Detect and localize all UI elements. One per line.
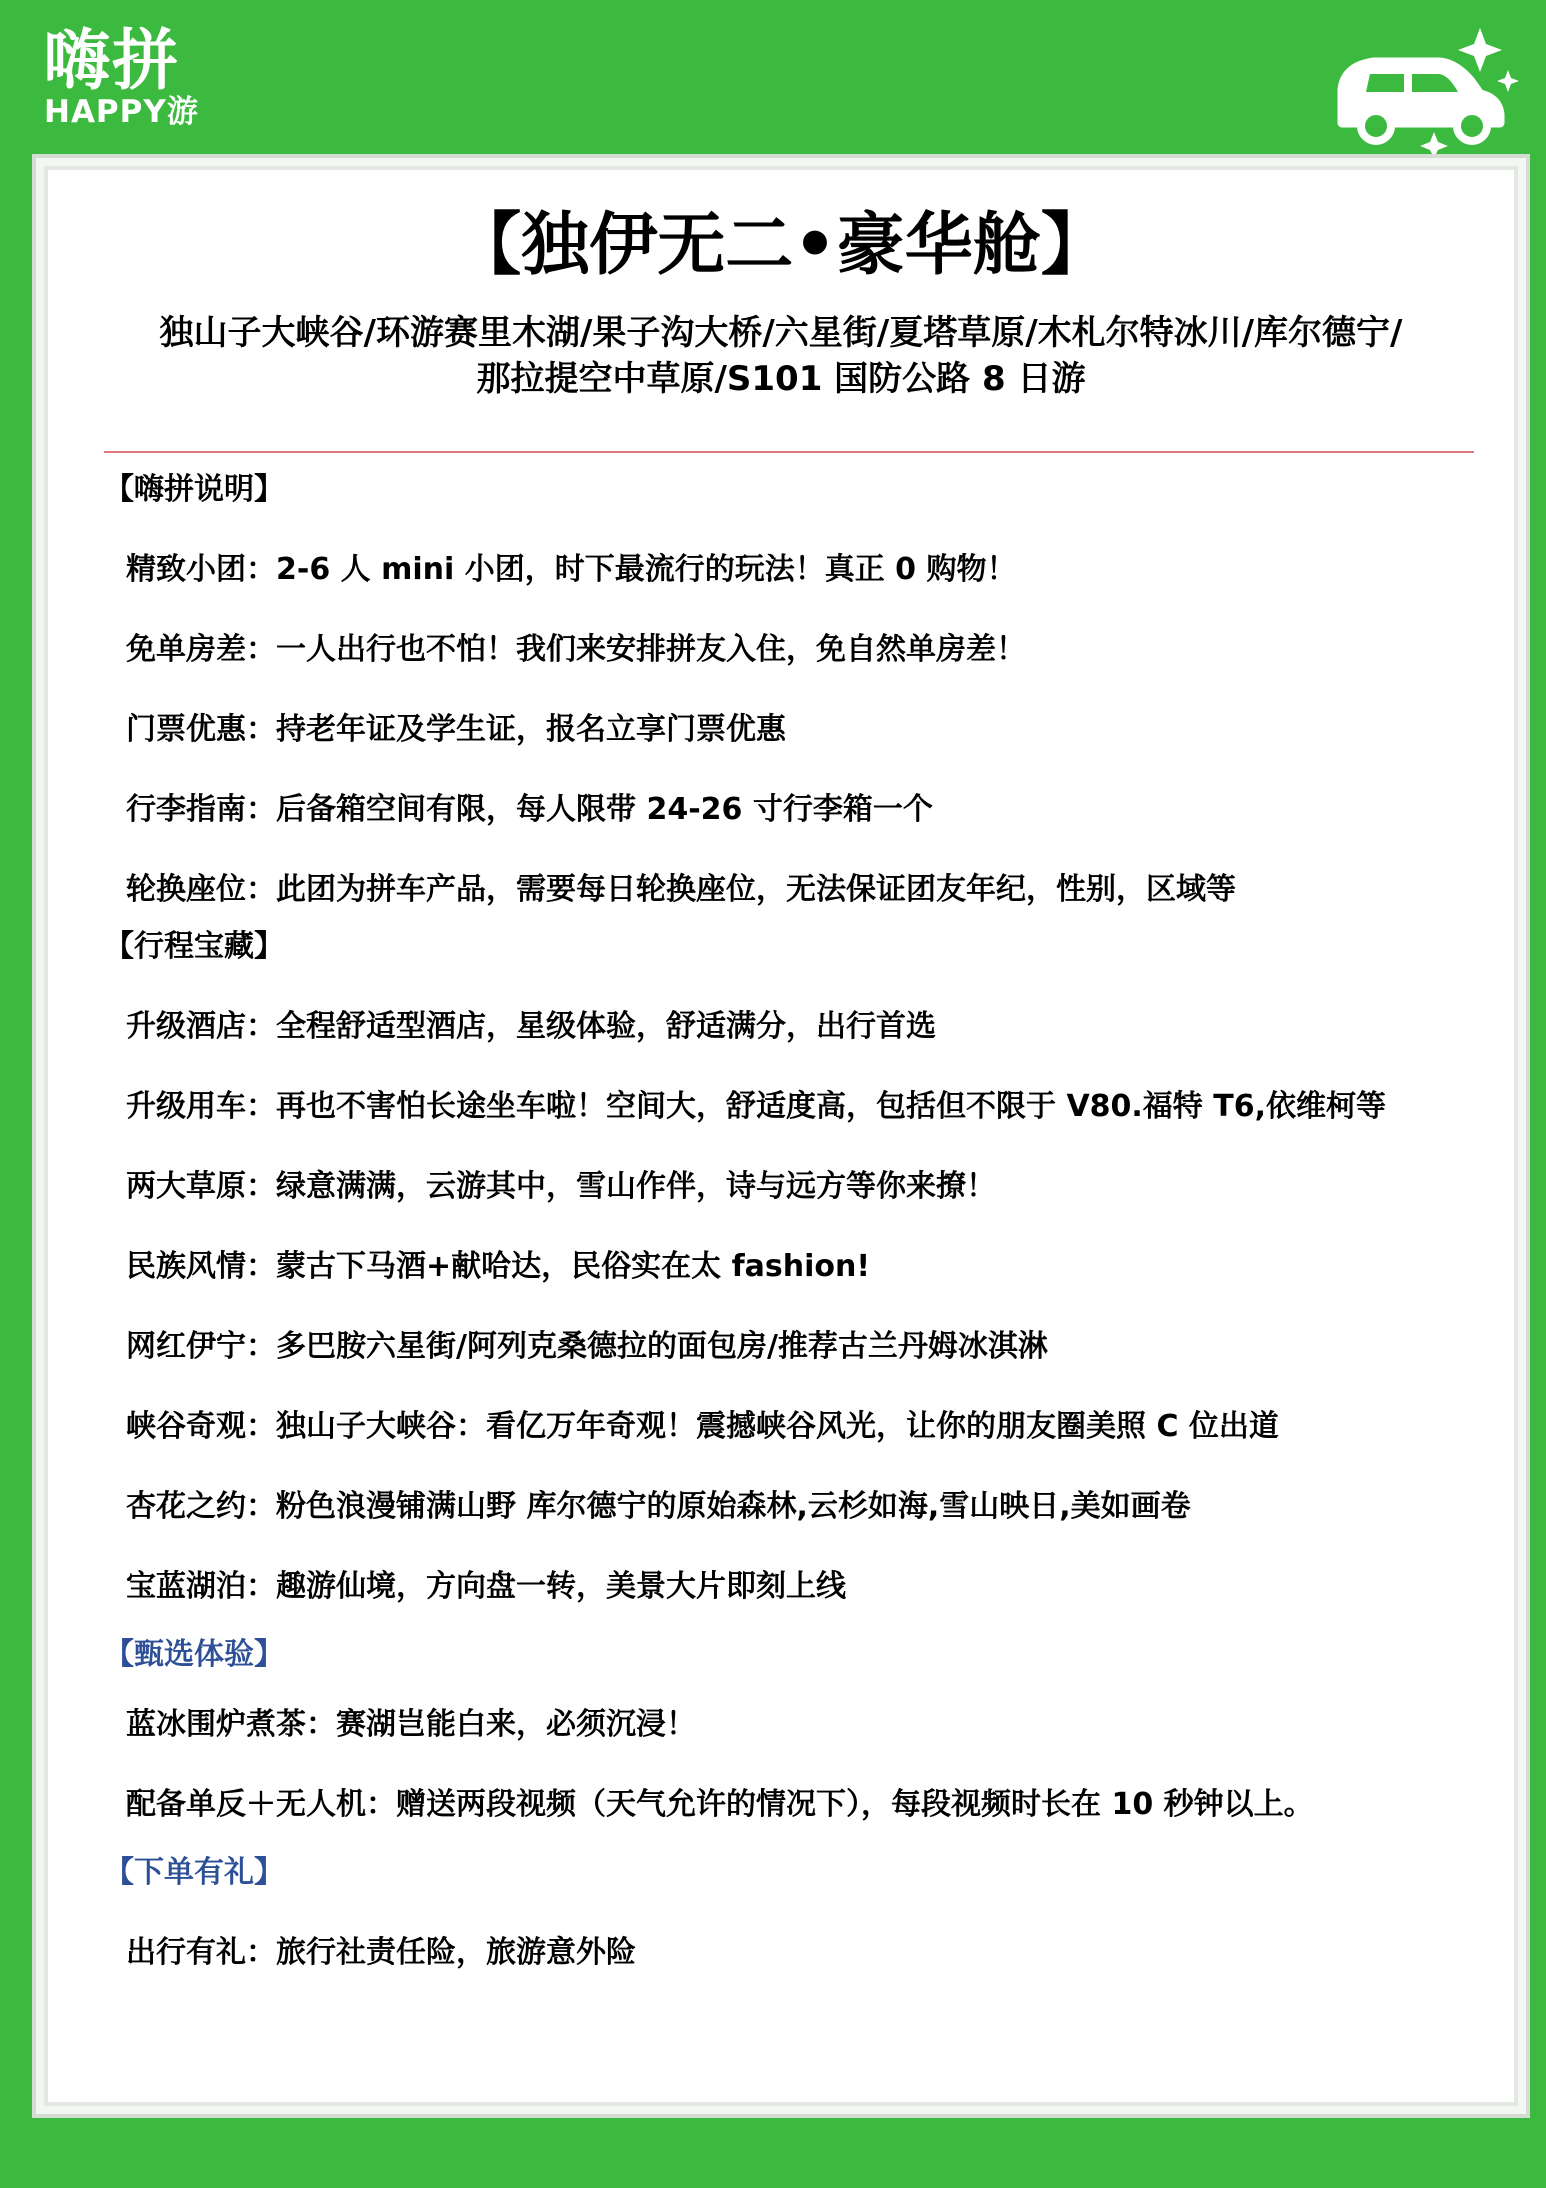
list-item: 蓝冰围炉煮茶：赛湖岂能白来，必须沉浸！: [126, 1707, 696, 1742]
list-item: 民族风情：蒙古下马酒+献哈达，民俗实在太 fashion!: [126, 1249, 871, 1284]
list-item: 宝蓝湖泊：趣游仙境，方向盘一转，美景大片即刻上线: [126, 1569, 846, 1604]
list-item: 两大草原：绿意满满，云游其中，雪山作伴，诗与远方等你来撩！: [126, 1169, 996, 1204]
list-item: 精致小团：2-6 人 mini 小团，时下最流行的玩法！真正 0 购物！: [126, 552, 1017, 587]
route-subtitle-line-2: 那拉提空中草原/S101 国防公路 8 日游: [476, 359, 1086, 399]
brand-name-cn: 嗨拼: [44, 22, 180, 99]
list-item: 配备单反＋无人机：赠送两段视频（天气允许的情况下），每段视频时长在 10 秒钟以上。: [126, 1787, 1314, 1822]
page-title: 【独伊无二•豪华舱】: [453, 206, 1109, 285]
brand-logo: [44, 22, 199, 130]
list-item: 行李指南：后备箱空间有限，每人限带 24-26 寸行李箱一个: [126, 792, 933, 827]
content-card: [48, 170, 1514, 2102]
list-item: 免单房差：一人出行也不怕！我们来安排拼友入住，免自然单房差！: [126, 632, 1026, 667]
route-subtitle: [88, 310, 1474, 402]
title-divider: [104, 451, 1474, 453]
car-icon: [1330, 28, 1520, 158]
section-heading-highlights: 【行程宝藏】: [104, 929, 284, 964]
list-item: 轮换座位：此团为拼车产品，需要每日轮换座位，无法保证团友年纪，性别，区域等: [126, 872, 1236, 907]
list-item: 升级酒店：全程舒适型酒店，星级体验，舒适满分，出行首选: [126, 1009, 936, 1044]
section-heading-experiences: 【甄选体验】: [104, 1637, 284, 1672]
list-item: 峡谷奇观：独山子大峡谷：看亿万年奇观！震撼峡谷风光，让你的朋友圈美照 C 位出道: [126, 1409, 1279, 1444]
sections: [104, 470, 1484, 1973]
list-item: 出行有礼：旅行社责任险，旅游意外险: [126, 1935, 636, 1970]
list-item: 升级用车：再也不害怕长途坐车啦！空间大，舒适度高，包括但不限于 V80.福特 T6,依维柯等: [126, 1089, 1386, 1124]
brand-name-en: HAPPY游: [44, 94, 199, 130]
section-heading-instructions: 【嗨拼说明】: [104, 472, 284, 507]
list-item: 杏花之约：粉色浪漫铺满山野 库尔德宁的原始森林,云杉如海,雪山映日,美如画卷: [126, 1489, 1191, 1524]
route-subtitle-line-1: 独山子大峡谷/环游赛里木湖/果子沟大桥/六星街/夏塔草原/木札尔特冰川/库尔德宁/: [159, 313, 1403, 353]
list-item: 门票优惠：持老年证及学生证，报名立享门票优惠: [126, 712, 786, 747]
section-heading-gifts: 【下单有礼】: [104, 1855, 284, 1890]
list-item: 网红伊宁：多巴胺六星街/阿列克桑德拉的面包房/推荐古兰丹姆冰淇淋: [126, 1329, 1048, 1364]
